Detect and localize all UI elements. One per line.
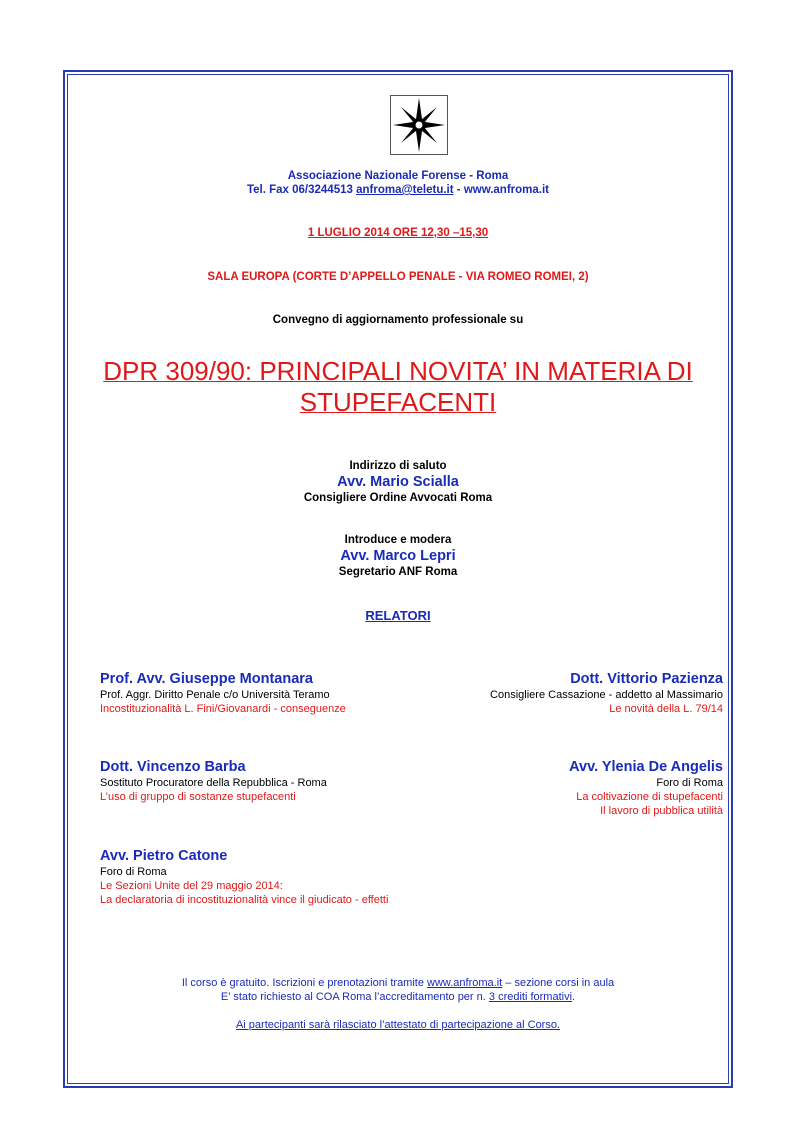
footer-registration-suffix: – sezione corsi in aula bbox=[502, 977, 615, 989]
event-venue: SALA EUROPA (CORTE D’APPELLO PENALE - VIA ROMEO ROMEI, 2) bbox=[207, 271, 589, 283]
speaker-catone bbox=[100, 847, 520, 907]
speaker-topic: Le novità della L. 79/14 bbox=[609, 703, 723, 715]
speaker-role: Foro di Roma bbox=[100, 866, 167, 878]
speaker-topic: La coltivazione di stupefacenti bbox=[576, 791, 723, 803]
footer-certificate: Ai partecipanti sarà rilasciato l’attestato di partecipazione al Corso. bbox=[235, 1019, 561, 1031]
event-date: 1 LUGLIO 2014 ORE 12,30 –15,30 bbox=[307, 227, 489, 239]
website-link[interactable]: www.anfroma.it bbox=[463, 184, 550, 196]
org-contact bbox=[70, 183, 726, 197]
speaker-topic: Le Sezioni Unite del 29 maggio 2014: bbox=[100, 880, 283, 892]
footer-registration bbox=[70, 976, 726, 990]
event-title-line1: DPR 309/90: PRINCIPALI NOVITA’ IN MATERIA DI bbox=[103, 356, 693, 386]
event-title bbox=[70, 356, 726, 418]
contact-separator: - bbox=[453, 184, 464, 196]
phone-fax: Tel. Fax 06/3244513 bbox=[246, 184, 357, 196]
moderator-block bbox=[70, 533, 726, 579]
compass-star-icon bbox=[392, 97, 446, 153]
footer-website-link[interactable]: www.anfroma.it bbox=[427, 977, 503, 989]
speaker-role: Consigliere Cassazione - addetto al Massimario bbox=[490, 689, 723, 701]
speaker-role: Foro di Roma bbox=[656, 777, 723, 789]
footer-accreditation-suffix: . bbox=[572, 991, 576, 1003]
speaker-de-angelis bbox=[393, 758, 723, 818]
speaker-role: Sostituto Procuratore della Repubblica - Roma bbox=[100, 777, 327, 789]
speaker-role: Prof. Aggr. Diritto Penale c/o Università Teramo bbox=[100, 689, 330, 701]
speaker-topic: L’uso di gruppo di sostanze stupefacenti bbox=[100, 791, 296, 803]
greeting-name: Avv. Mario Scialla bbox=[337, 474, 459, 490]
speaker-name: Dott. Vincenzo Barba bbox=[100, 759, 246, 775]
moderator-name: Avv. Marco Lepri bbox=[340, 548, 456, 564]
speaker-montanara bbox=[100, 670, 430, 716]
speakers-heading: RELATORI bbox=[365, 608, 431, 623]
speaker-barba bbox=[100, 758, 430, 804]
speaker-name: Dott. Vittorio Pazienza bbox=[570, 671, 723, 687]
footer-credits: 3 crediti formativi bbox=[488, 991, 573, 1003]
moderator-role: Segretario ANF Roma bbox=[338, 566, 458, 578]
moderator-label: Introduce e modera bbox=[344, 534, 452, 546]
speaker-name: Prof. Avv. Giuseppe Montanara bbox=[100, 671, 313, 687]
speaker-name: Avv. Ylenia De Angelis bbox=[569, 759, 723, 775]
footer-accreditation-text: E’ stato richiesto al COA Roma l’accreditamento per n. bbox=[220, 991, 489, 1003]
event-intro: Convegno di aggiornamento professionale su bbox=[272, 314, 524, 326]
footer-registration-text: Il corso è gratuito. Iscrizioni e prenotazioni tramite bbox=[181, 977, 428, 989]
event-title-line2: STUPEFACENTI bbox=[299, 387, 497, 417]
org-name: Associazione Nazionale Forense - Roma bbox=[287, 170, 509, 182]
greeting-label: Indirizzo di saluto bbox=[349, 460, 447, 472]
speaker-topic-2: Il lavoro di pubblica utilità bbox=[600, 805, 723, 817]
speaker-topic: Incostituzionalità L. Fini/Giovanardi - conseguenze bbox=[100, 703, 346, 715]
logo bbox=[390, 95, 448, 155]
speaker-name: Avv. Pietro Catone bbox=[100, 848, 228, 864]
greeting-block bbox=[70, 459, 726, 505]
greeting-role: Consigliere Ordine Avvocati Roma bbox=[303, 492, 493, 504]
email-link[interactable]: anfroma@teletu.it bbox=[356, 184, 454, 196]
speaker-pazienza bbox=[393, 670, 723, 716]
speaker-topic-2: La declaratoria di incostituzionalità vince il giudicato - effetti bbox=[100, 894, 389, 906]
footer-accreditation bbox=[70, 990, 726, 1004]
